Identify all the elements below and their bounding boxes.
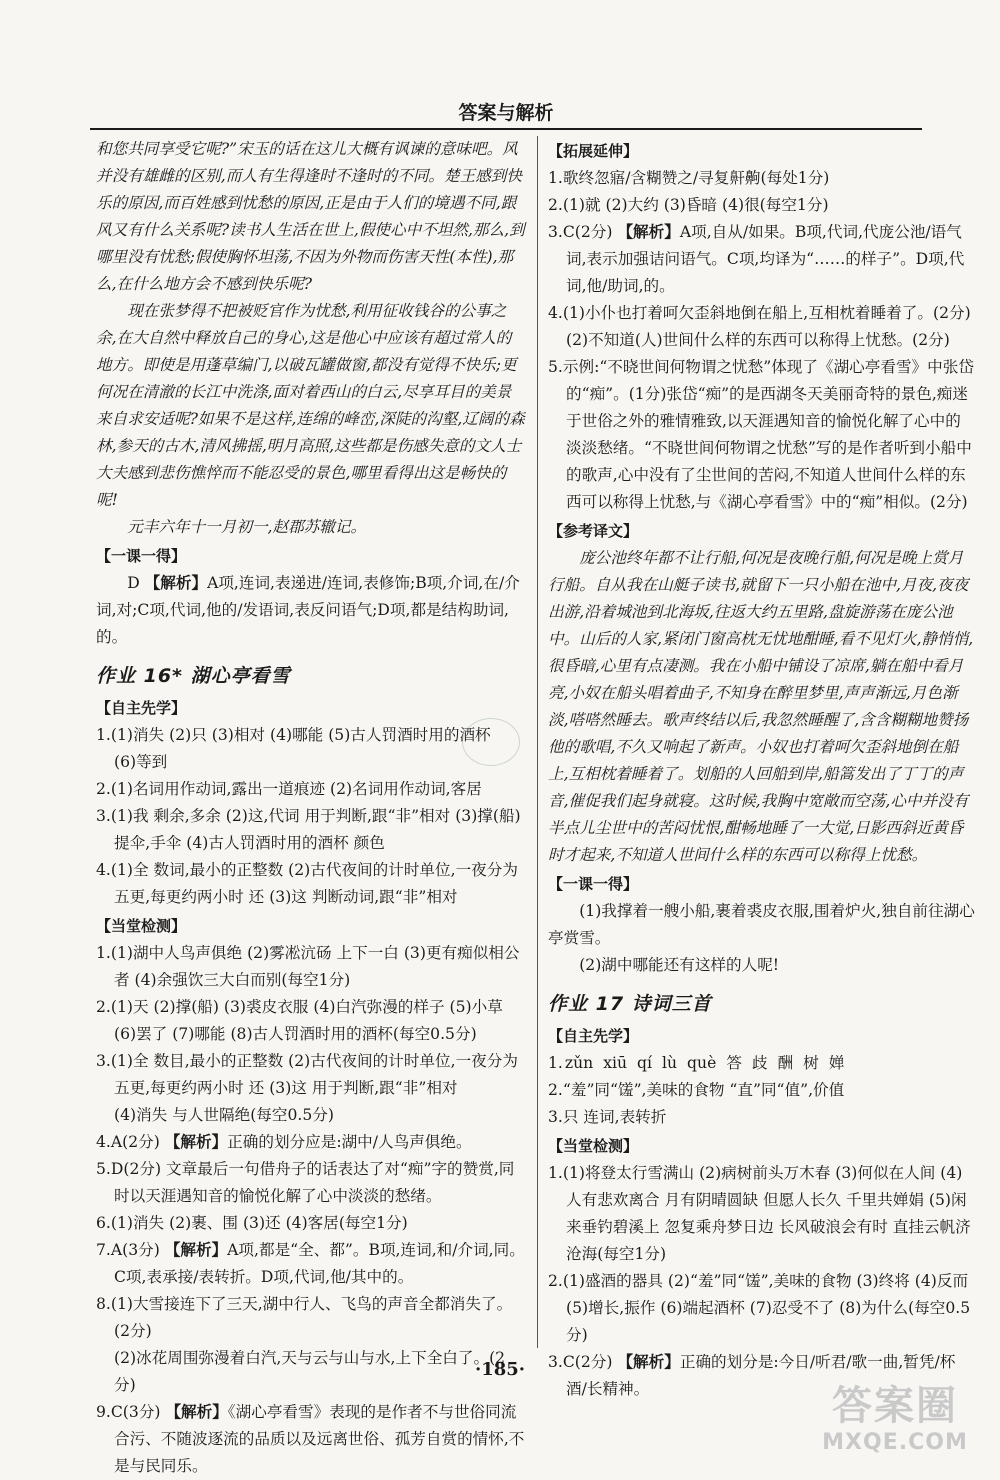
watermark-logo (800, 1382, 990, 1464)
zizhu-item-3: 3.(1)我 剩余,多余 (2)这,代词 用于判断,跟“非”相对 (3)撑(船) 提伞,手伞 (4)古人罚酒时用的酒杯 颜色 (96, 807, 521, 852)
dangtang-item-7 (96, 1237, 526, 1291)
watermark-top: 答案圈 (832, 1383, 958, 1429)
seal-stamp-icon (462, 718, 520, 766)
analysis-label: 【解析】 (617, 1353, 680, 1371)
dangtang-item-2: 2.(1)天 (2)撑(船) (3)裘皮衣服 (4)白汽弥漫的样子 (5)小草 (6)罢了 (7)哪能 (8)古人罚酒时用的酒杯(每空0.5分) (96, 998, 503, 1043)
section-zizhu-title: 【自主先学】 (96, 699, 187, 717)
pinyin-item: xiū (603, 1054, 628, 1072)
dangtang-item-4-answer: 4.A(2分) (96, 1133, 165, 1151)
zizhu-item-3-right: 3.只 连词,表转折 (548, 1108, 667, 1126)
zizhu-item-2: 2.(1)名词用作动词,露出一道痕迹 (2)名词用作动词,客居 (96, 780, 482, 798)
pinyin-item: qí (637, 1054, 653, 1072)
dangtang-item-3-cont: (4)消失 与人世隔绝(每空0.5分) (114, 1106, 334, 1124)
dangtang-item-4-analysis: 正确的划分应是:湖中/人鸟声俱绝。 (227, 1133, 472, 1151)
dangtang-item-3: 3.(1)全 数目,最小的正整数 (2)古代夜间的计时单位,一夜分为五更,每更约两小时 还 (3)这 用于判断,跟“非”相对 (96, 1052, 518, 1097)
translation-paragraph-1: 和您共同享受它呢?”宋玉的话在这儿大概有讽谏的意味吧。风并没有雄雌的区别,而人有生得逢时不逢时的不同。楚王感到快乐的原因,而百姓感到忧愁的原因,正是由于人们的境遇不同,跟风又有什么关系呢?读书人生活在世上,假使心中不坦然,那么,到哪里没有忧愁;假使胸怀坦荡,不因为外物而伤害天性(本性),那么,在什么地方会不感到快乐呢? (96, 140, 525, 293)
dangtang-item-7-analysis: A项,都是“全、都”。B项,连词,和/介词,同。C项,表承接/表转折。D项,代词,他/其中的。 (114, 1241, 525, 1286)
section-zizhu-title-2: 【自主先学】 (548, 1027, 639, 1045)
column-divider (537, 136, 538, 1348)
left-column (96, 136, 526, 1480)
header-rule (90, 128, 922, 130)
homework-16-title: 作业 16* 湖心亭看雪 (96, 665, 291, 687)
pinyin-item: què (687, 1054, 717, 1072)
section-dangtang-title-2: 【当堂检测】 (548, 1137, 639, 1155)
analysis-label: 【解析】 (164, 1241, 228, 1259)
yike-analysis-text: A项,连词,表递进/连词,表修饰;B项,介词,在/介词,对;C项,代词,他的/发语词,表反问语气;D项,都是结构助词,的。 (96, 574, 520, 646)
page-header-title: 答案与解析 (458, 102, 554, 124)
yike-item-1: (1)我撑着一艘小船,裹着裘皮衣服,围着炉火,独自前往湖心亭赏雪。 (548, 902, 975, 947)
section-yike-title: 【一课一得】 (96, 547, 187, 565)
analysis-label: 【解析】 (165, 1403, 228, 1421)
tuozhan-item-4-cont: (2)不知道(人)世间什么样的东西可以称得上忧愁。(2分) (566, 331, 950, 349)
yike-answer (96, 570, 526, 651)
dangtang-item-2-right: 2.(1)盛酒的器具 (2)“羞”同“馐”,美味的食物 (3)终将 (4)反而 (5)增长,振作 (6)端起酒杯 (7)忍受不了 (8)为什么(每空0.5分) (548, 1272, 971, 1344)
zizhu-item-1: 1.(1)消失 (2)只 (3)相对 (4)哪能 (5)古人罚酒时用的酒杯 (96, 726, 491, 744)
dangtang-item-9-analysis: 《湖心亭看雪》表现的是作者不与世俗同流合污、不随波逐流的品质以及远离世俗、孤芳自赏的情怀,不是与民同乐。 (114, 1403, 525, 1475)
pinyin-item: lù (662, 1054, 678, 1072)
pinyin-prefix: 1. (548, 1054, 563, 1072)
section-dangtang-title: 【当堂检测】 (96, 917, 187, 935)
homework-17-title: 作业 17 诗词三首 (548, 993, 712, 1015)
section-cankao-title: 【参考译文】 (548, 522, 639, 540)
dangtang-item-4 (96, 1129, 526, 1156)
page-number: ·185· (474, 1359, 526, 1380)
tuozhan-item-3 (548, 219, 976, 300)
section-yike-title-2: 【一课一得】 (548, 875, 639, 893)
pinyin-item: 答 (726, 1054, 742, 1072)
yike-answer-letter: D (127, 574, 140, 592)
zizhu-item-2-right: 2.“羞”同“馐”,美味的食物 “直”同“值”,价值 (548, 1081, 845, 1099)
reference-translation: 庞公池终年都不让行船,何况是夜晚行船,何况是晚上赏月行船。自从我在山艇子读书,就留下一只小船在池中,月夜,夜夜出游,沿着城池到北海坂,往返大约五里路,盘旋游荡在庞公池中。山后的人家,紧闭门窗高枕无忧地酣睡,看不见灯火,静悄悄,很昏暗,心里有点凄测。我在小船中铺设了凉席,躺在船中看月亮,小奴在船头唱着曲子,不知身在醉里梦里,声声渐远,月色渐淡,嗒嗒然睡去。歌声终结以后,我忽然睡醒了,含含糊糊地赞扬他的歌唱,不久又响起了新声。小奴也打着呵欠歪斜地倒在船上,互相枕着睡着了。划船的人回船到岸,船篙发出了丁丁的声音,催促我们起身就寝。这时候,我胸中宽敞而空荡,心中并没有半点儿尘世中的苦闷忧恨,酣畅地睡了一大觉,日影西斜近黄昏时才起来,不知道人世间什么样的东西可以称得上忧愁。 (548, 549, 974, 864)
dangtang-item-3-right-answer: 3.C(2分) (548, 1353, 618, 1371)
dangtang-item-8: 8.(1)大雪接连下了三天,湖中行人、飞鸟的声音全都消失了。(2分) (96, 1295, 513, 1340)
watermark-bottom: MXQE.COM (822, 1430, 968, 1455)
dangtang-item-9-answer: 9.C(3分) (96, 1403, 166, 1421)
pinyin-item: 婵 (828, 1054, 845, 1072)
pinyin-item: 歧 (751, 1054, 768, 1072)
tuozhan-item-3-answer: 3.C(2分) (548, 223, 618, 241)
dangtang-item-9 (96, 1399, 526, 1480)
dangtang-item-8-cont: (2)冰花周围弥漫着白汽,天与云与山与水,上下全白了。(2分) (114, 1349, 506, 1394)
dangtang-item-6: 6.(1)消失 (2)裹、围 (3)还 (4)客居(每空1分) (96, 1214, 408, 1232)
dangtang-item-5: 5.D(2分) 文章最后一句借舟子的话表达了对“痴”字的赞赏,同时以天涯遇知音的愉悦化解了心中淡淡的愁绪。 (96, 1160, 515, 1205)
dangtang-item-1: 1.(1)湖中人鸟声俱绝 (2)雾凇沆砀 上下一白 (3)更有痴似相公者 (4)余强饮三大白而别(每空1分) (96, 944, 520, 989)
yike-item-2: (2)湖中哪能还有这样的人呢! (579, 956, 780, 974)
analysis-label: 【解析】 (617, 223, 680, 241)
section-tuozhan-title: 【拓展延伸】 (548, 142, 639, 160)
right-column (548, 136, 976, 1403)
tuozhan-item-2: 2.(1)就 (2)大约 (3)昏暗 (4)很(每空1分) (548, 196, 829, 214)
zizhu-item-1-cont: (6)等到 (114, 753, 168, 771)
pinyin-item: 树 (803, 1054, 819, 1072)
dangtang-item-3-right-analysis: 正确的划分是:今日/听君/歌一曲,暂凭/杯酒/长精神。 (566, 1353, 956, 1398)
zizhu-pinyin-row (548, 1050, 976, 1077)
analysis-label: 【解析】 (164, 1133, 228, 1151)
analysis-label: 【解析】 (144, 574, 208, 592)
dangtang-item-1-right: 1.(1)将登太行雪满山 (2)病树前头万木春 (3)何似在人间 (4)人有悲欢离合 月有阴晴圆缺 但愿人长久 千里共婵娟 (5)闲来垂钓碧溪上 忽复乘舟梦日边 长风破浪会有时 直挂云帆济沧海(每空1分) (548, 1164, 971, 1263)
translation-paragraph-2: 现在张梦得不把被贬官作为忧愁,利用征收钱谷的公事之余,在大自然中释放自己的身心,这是他心中应该有超过常人的地方。即使是用蓬草编门,以破瓦罐做窗,都没有觉得不快乐;更何况在清澈的长江中洗涤,面对着西山的白云,尽享耳目的美景来自求安适呢?如果不是这样,连绵的峰峦,深陡的沟壑,辽阔的森林,参天的古木,清风拂摇,明月高照,这些都是伤感失意的文人士大夫感到悲伤憔悴而不能忍受的景色,哪里看得出这是畅快的呢! (96, 302, 525, 509)
tuozhan-item-1: 1.歌终忽寤/含糊赞之/寻复鼾齁(每处1分) (548, 169, 830, 187)
pinyin-item: zǔn (564, 1054, 594, 1072)
tuozhan-item-3-analysis: A项,自从/如果。B项,代词,代庞公池/语气词,表示加强诘问语气。C项,均译为“……的样子”。D项,代词,他/助词,的。 (566, 223, 965, 295)
translation-paragraph-3: 元丰六年十一月初一,赵郡苏辙记。 (127, 518, 367, 536)
tuozhan-item-5: 5.示例:“不晓世间何物谓之忧愁”体现了《湖心亭看雪》中张岱的“痴”。(1分)张岱“痴”的是西湖冬天美丽奇特的景色,痴迷于世俗之外的雅情雅致,以天涯遇知音的愉悦化解了心中的淡淡愁绪。“不晓世间何物谓之忧愁”写的是作者听到小船中的歌声,心中没有了尘世间的苦闷,不知道人世间什么样的东西可以称得上忧愁,与《湖心亭看雪》中的“痴”相似。(2分) (548, 358, 974, 511)
tuozhan-item-4: 4.(1)小仆也打着呵欠歪斜地倒在船上,互相枕着睡着了。(2分) (548, 304, 971, 322)
pinyin-item: 酬 (777, 1054, 794, 1072)
zizhu-item-4: 4.(1)全 数词,最小的正整数 (2)古代夜间的计时单位,一夜分为五更,每更约两小时 还 (3)这 判断动词,跟“非”相对 (96, 861, 518, 906)
dangtang-item-7-answer: 7.A(3分) (96, 1241, 165, 1259)
